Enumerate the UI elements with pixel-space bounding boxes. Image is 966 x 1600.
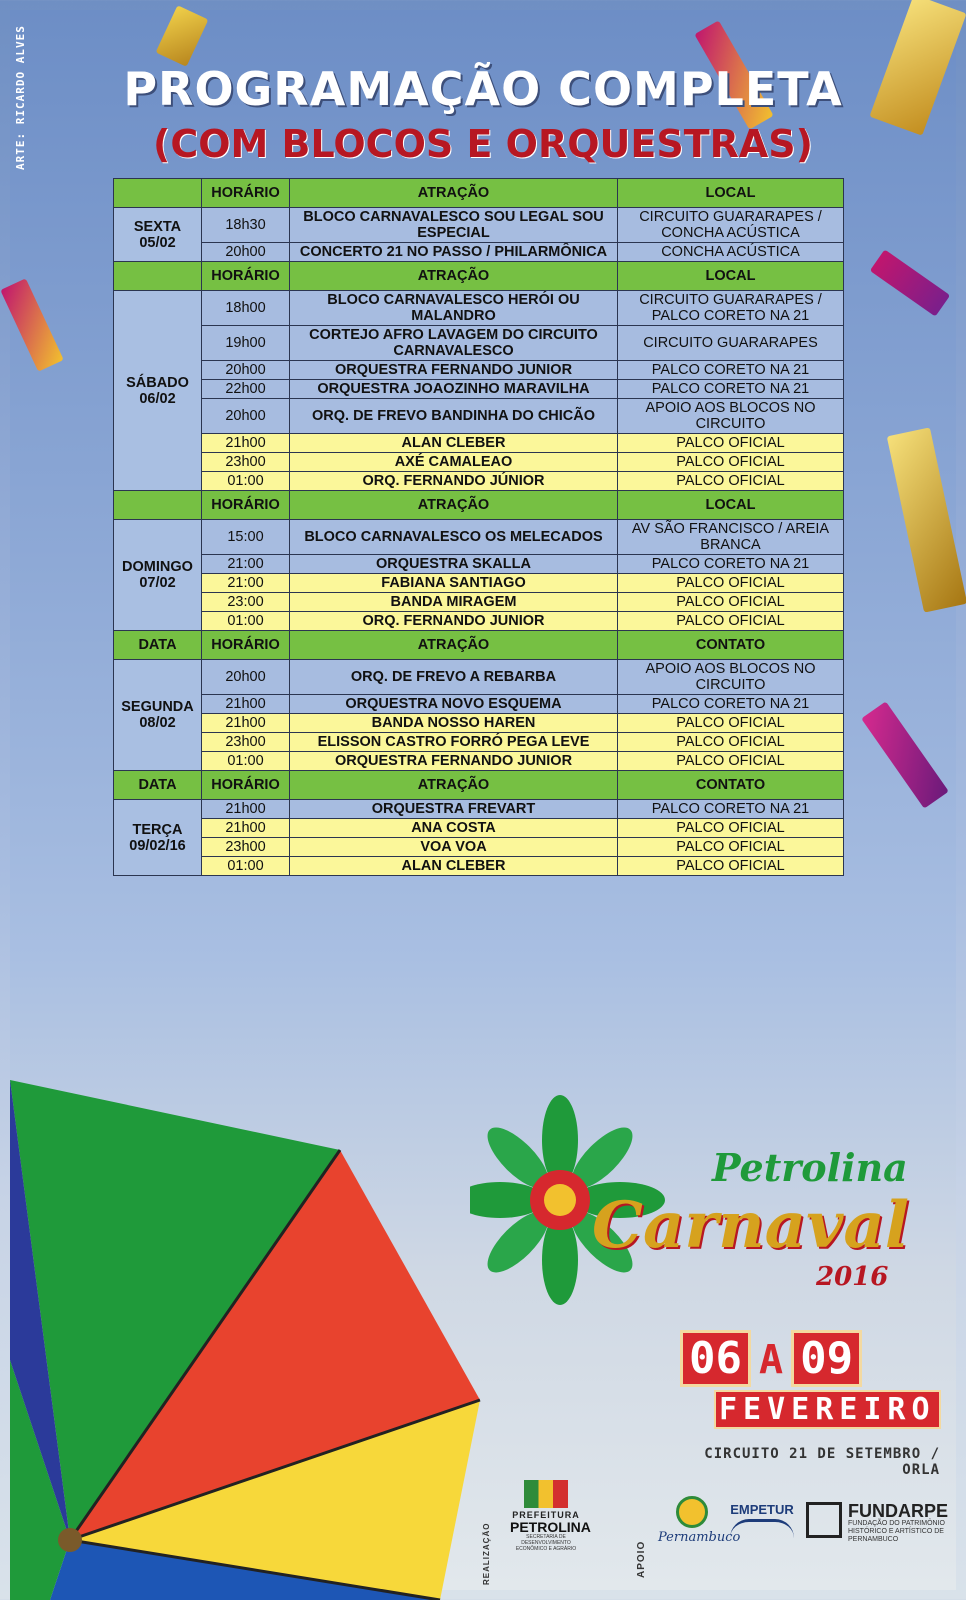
attraction-cell: BANDA MIRAGEM (290, 593, 618, 612)
time-cell: 22h00 (202, 380, 290, 399)
column-header: HORÁRIO (202, 262, 290, 291)
time-cell: 01:00 (202, 612, 290, 631)
pernambuco-logo (658, 1496, 741, 1545)
time-cell: 21h00 (202, 819, 290, 838)
table-row (114, 838, 844, 857)
table-row (114, 733, 844, 752)
page-title: PROGRAMAÇÃO COMPLETA (123, 62, 843, 116)
realizacao-label: REALIZAÇÃO (482, 1522, 491, 1585)
event-dates (680, 1330, 866, 1387)
time-cell: 20h00 (202, 243, 290, 262)
table-row (114, 326, 844, 361)
attraction-cell: ORQUESTRA SKALLA (290, 555, 618, 574)
month-text: FEVEREIRO (714, 1390, 941, 1429)
column-header: DATA (114, 771, 202, 800)
page-subtitle: (COM BLOCOS E ORQUESTRAS) (152, 122, 814, 166)
time-cell: 21h00 (202, 714, 290, 733)
column-header (114, 491, 202, 520)
time-cell: 19h00 (202, 326, 290, 361)
art-credit: ARTE: RICARDO ALVES (14, 25, 27, 170)
column-header: CONTATO (618, 771, 844, 800)
column-header: DATA (114, 631, 202, 660)
attraction-cell: ALAN CLEBER (290, 857, 618, 876)
venue-text: CIRCUITO 21 DE SETEMBRO / ORLA (704, 1446, 940, 1478)
table-header-row (114, 179, 844, 208)
column-header: LOCAL (618, 491, 844, 520)
empetur-logo (730, 1502, 794, 1538)
time-cell: 20h00 (202, 660, 290, 695)
column-header: HORÁRIO (202, 491, 290, 520)
column-header: HORÁRIO (202, 771, 290, 800)
column-header: ATRAÇÃO (290, 771, 618, 800)
local-cell: CIRCUITO GUARARAPES / CONCHA ACÚSTICA (618, 208, 844, 243)
column-header: ATRAÇÃO (290, 262, 618, 291)
table-row (114, 695, 844, 714)
column-header: ATRAÇÃO (290, 179, 618, 208)
attraction-cell: VOA VOA (290, 838, 618, 857)
attraction-cell: BANDA NOSSO HAREN (290, 714, 618, 733)
table-row (114, 434, 844, 453)
attraction-cell: BLOCO CARNAVALESCO HERÓI OU MALANDRO (290, 291, 618, 326)
building-icon (806, 1502, 842, 1538)
time-cell: 01:00 (202, 472, 290, 491)
end-day: 09 (791, 1330, 862, 1387)
table-row (114, 612, 844, 631)
apoio-label: APOIO (636, 1540, 647, 1578)
attraction-cell: ORQUESTRA NOVO ESQUEMA (290, 695, 618, 714)
column-header: CONTATO (618, 631, 844, 660)
attraction-cell: ORQ. DE FREVO A REBARBA (290, 660, 618, 695)
attraction-cell: ORQUESTRA JOAOZINHO MARAVILHA (290, 380, 618, 399)
time-cell: 20h00 (202, 361, 290, 380)
column-header: HORÁRIO (202, 179, 290, 208)
attraction-cell: ORQ. DE FREVO BANDINHA DO CHICÃO (290, 399, 618, 434)
local-cell: PALCO OFICIAL (618, 733, 844, 752)
day-cell: SEXTA 05/02 (114, 208, 202, 262)
table-row (114, 574, 844, 593)
table-row (114, 555, 844, 574)
attraction-cell: ALAN CLEBER (290, 434, 618, 453)
local-cell: CIRCUITO GUARARAPES (618, 326, 844, 361)
schedule-table (113, 178, 844, 876)
local-cell: PALCO CORETO NA 21 (618, 555, 844, 574)
fundarpe-logo (806, 1502, 956, 1544)
attraction-cell: ORQ. FERNANDO JÚNIOR (290, 472, 618, 491)
column-header: LOCAL (618, 262, 844, 291)
prefeitura-top: PREFEITURA (512, 1510, 580, 1520)
day-cell: TERÇA 09/02/16 (114, 800, 202, 876)
brand-year: 2016 (816, 1262, 889, 1292)
pernambuco-name: Pernambuco (658, 1530, 741, 1545)
time-cell: 18h30 (202, 208, 290, 243)
table-row (114, 472, 844, 491)
table-header-row (114, 631, 844, 660)
table-row (114, 660, 844, 695)
table-row (114, 520, 844, 555)
date-connector: A (758, 1337, 784, 1383)
day-cell: SÁBADO 06/02 (114, 291, 202, 491)
table-row (114, 593, 844, 612)
local-cell: PALCO OFICIAL (618, 472, 844, 491)
attraction-cell: ORQUESTRA FERNANDO JUNIOR (290, 752, 618, 771)
local-cell: CONCHA ACÚSTICA (618, 243, 844, 262)
attraction-cell: ELISSON CASTRO FORRÓ PEGA LEVE (290, 733, 618, 752)
prefeitura-logo (510, 1480, 591, 1552)
empetur-name: EMPETUR (730, 1502, 794, 1517)
frevo-umbrella-illustration (10, 1060, 530, 1600)
table-row (114, 291, 844, 326)
local-cell: PALCO OFICIAL (618, 752, 844, 771)
local-cell: PALCO OFICIAL (618, 434, 844, 453)
attraction-cell: BLOCO CARNAVALESCO SOU LEGAL SOU ESPECIAL (290, 208, 618, 243)
fundarpe-sub: FUNDAÇÃO DO PATRIMÔNIO HISTÓRICO E ARTÍSTICO DE PERNAMBUCO (848, 1520, 945, 1543)
time-cell: 21h00 (202, 695, 290, 714)
local-cell: PALCO OFICIAL (618, 838, 844, 857)
time-cell: 01:00 (202, 857, 290, 876)
table-row (114, 453, 844, 472)
column-header: ATRAÇÃO (290, 631, 618, 660)
table-row (114, 800, 844, 819)
table-row (114, 361, 844, 380)
table-row (114, 243, 844, 262)
local-cell: PALCO OFICIAL (618, 612, 844, 631)
attraction-cell: ORQUESTRA FERNANDO JUNIOR (290, 361, 618, 380)
time-cell: 21h00 (202, 800, 290, 819)
local-cell: PALCO OFICIAL (618, 714, 844, 733)
local-cell: AV SÃO FRANCISCO / AREIA BRANCA (618, 520, 844, 555)
local-cell: PALCO OFICIAL (618, 819, 844, 838)
local-cell: PALCO CORETO NA 21 (618, 695, 844, 714)
local-cell: CIRCUITO GUARARAPES / PALCO CORETO NA 21 (618, 291, 844, 326)
time-cell: 23h00 (202, 453, 290, 472)
time-cell: 21:00 (202, 555, 290, 574)
column-header (114, 262, 202, 291)
time-cell: 15:00 (202, 520, 290, 555)
attraction-cell: ORQUESTRA FREVART (290, 800, 618, 819)
time-cell: 23h00 (202, 838, 290, 857)
local-cell: PALCO CORETO NA 21 (618, 361, 844, 380)
day-cell: DOMINGO 07/02 (114, 520, 202, 631)
table-row (114, 714, 844, 733)
attraction-cell: CORTEJO AFRO LAVAGEM DO CIRCUITO CARNAVALESCO (290, 326, 618, 361)
local-cell: APOIO AOS BLOCOS NO CIRCUITO (618, 660, 844, 695)
table-header-row (114, 262, 844, 291)
brand-city: Petrolina (712, 1145, 908, 1190)
local-cell: PALCO CORETO NA 21 (618, 380, 844, 399)
time-cell: 21:00 (202, 574, 290, 593)
day-cell: SEGUNDA 08/02 (114, 660, 202, 771)
table-row (114, 819, 844, 838)
attraction-cell: ORQ. FERNANDO JUNIOR (290, 612, 618, 631)
attraction-cell: ANA COSTA (290, 819, 618, 838)
fundarpe-name: FUNDARPE (848, 1501, 949, 1521)
local-cell: APOIO AOS BLOCOS NO CIRCUITO (618, 399, 844, 434)
local-cell: PALCO OFICIAL (618, 593, 844, 612)
column-header: ATRAÇÃO (290, 491, 618, 520)
table-row (114, 752, 844, 771)
time-cell: 18h00 (202, 291, 290, 326)
table-row (114, 380, 844, 399)
time-cell: 23:00 (202, 593, 290, 612)
time-cell: 23h00 (202, 733, 290, 752)
prefeitura-sub: SECRETARIA DE DESENVOLVIMENTO ECONÔMICO E AGRÁRIO (515, 1534, 577, 1552)
seal-icon (676, 1496, 708, 1528)
local-cell: PALCO OFICIAL (618, 574, 844, 593)
start-day: 06 (680, 1330, 751, 1387)
local-cell: PALCO OFICIAL (618, 453, 844, 472)
attraction-cell: FABIANA SANTIAGO (290, 574, 618, 593)
attraction-cell: CONCERTO 21 NO PASSO / PHILARMÔNICA (290, 243, 618, 262)
table-row (114, 399, 844, 434)
flag-icon (524, 1480, 568, 1508)
column-header: LOCAL (618, 179, 844, 208)
local-cell: PALCO CORETO NA 21 (618, 800, 844, 819)
event-month (714, 1390, 943, 1429)
table-header-row (114, 491, 844, 520)
time-cell: 01:00 (202, 752, 290, 771)
attraction-cell: BLOCO CARNAVALESCO OS MELECADOS (290, 520, 618, 555)
local-cell: PALCO OFICIAL (618, 857, 844, 876)
arcs-icon (730, 1519, 794, 1538)
attraction-cell: AXÉ CAMALEAO (290, 453, 618, 472)
column-header: HORÁRIO (202, 631, 290, 660)
table-row (114, 208, 844, 243)
table-row (114, 857, 844, 876)
time-cell: 21h00 (202, 434, 290, 453)
prefeitura-name: PETROLINA (510, 1519, 591, 1535)
column-header (114, 179, 202, 208)
table-header-row (114, 771, 844, 800)
brand-event: Carnaval (592, 1188, 910, 1263)
time-cell: 20h00 (202, 399, 290, 434)
